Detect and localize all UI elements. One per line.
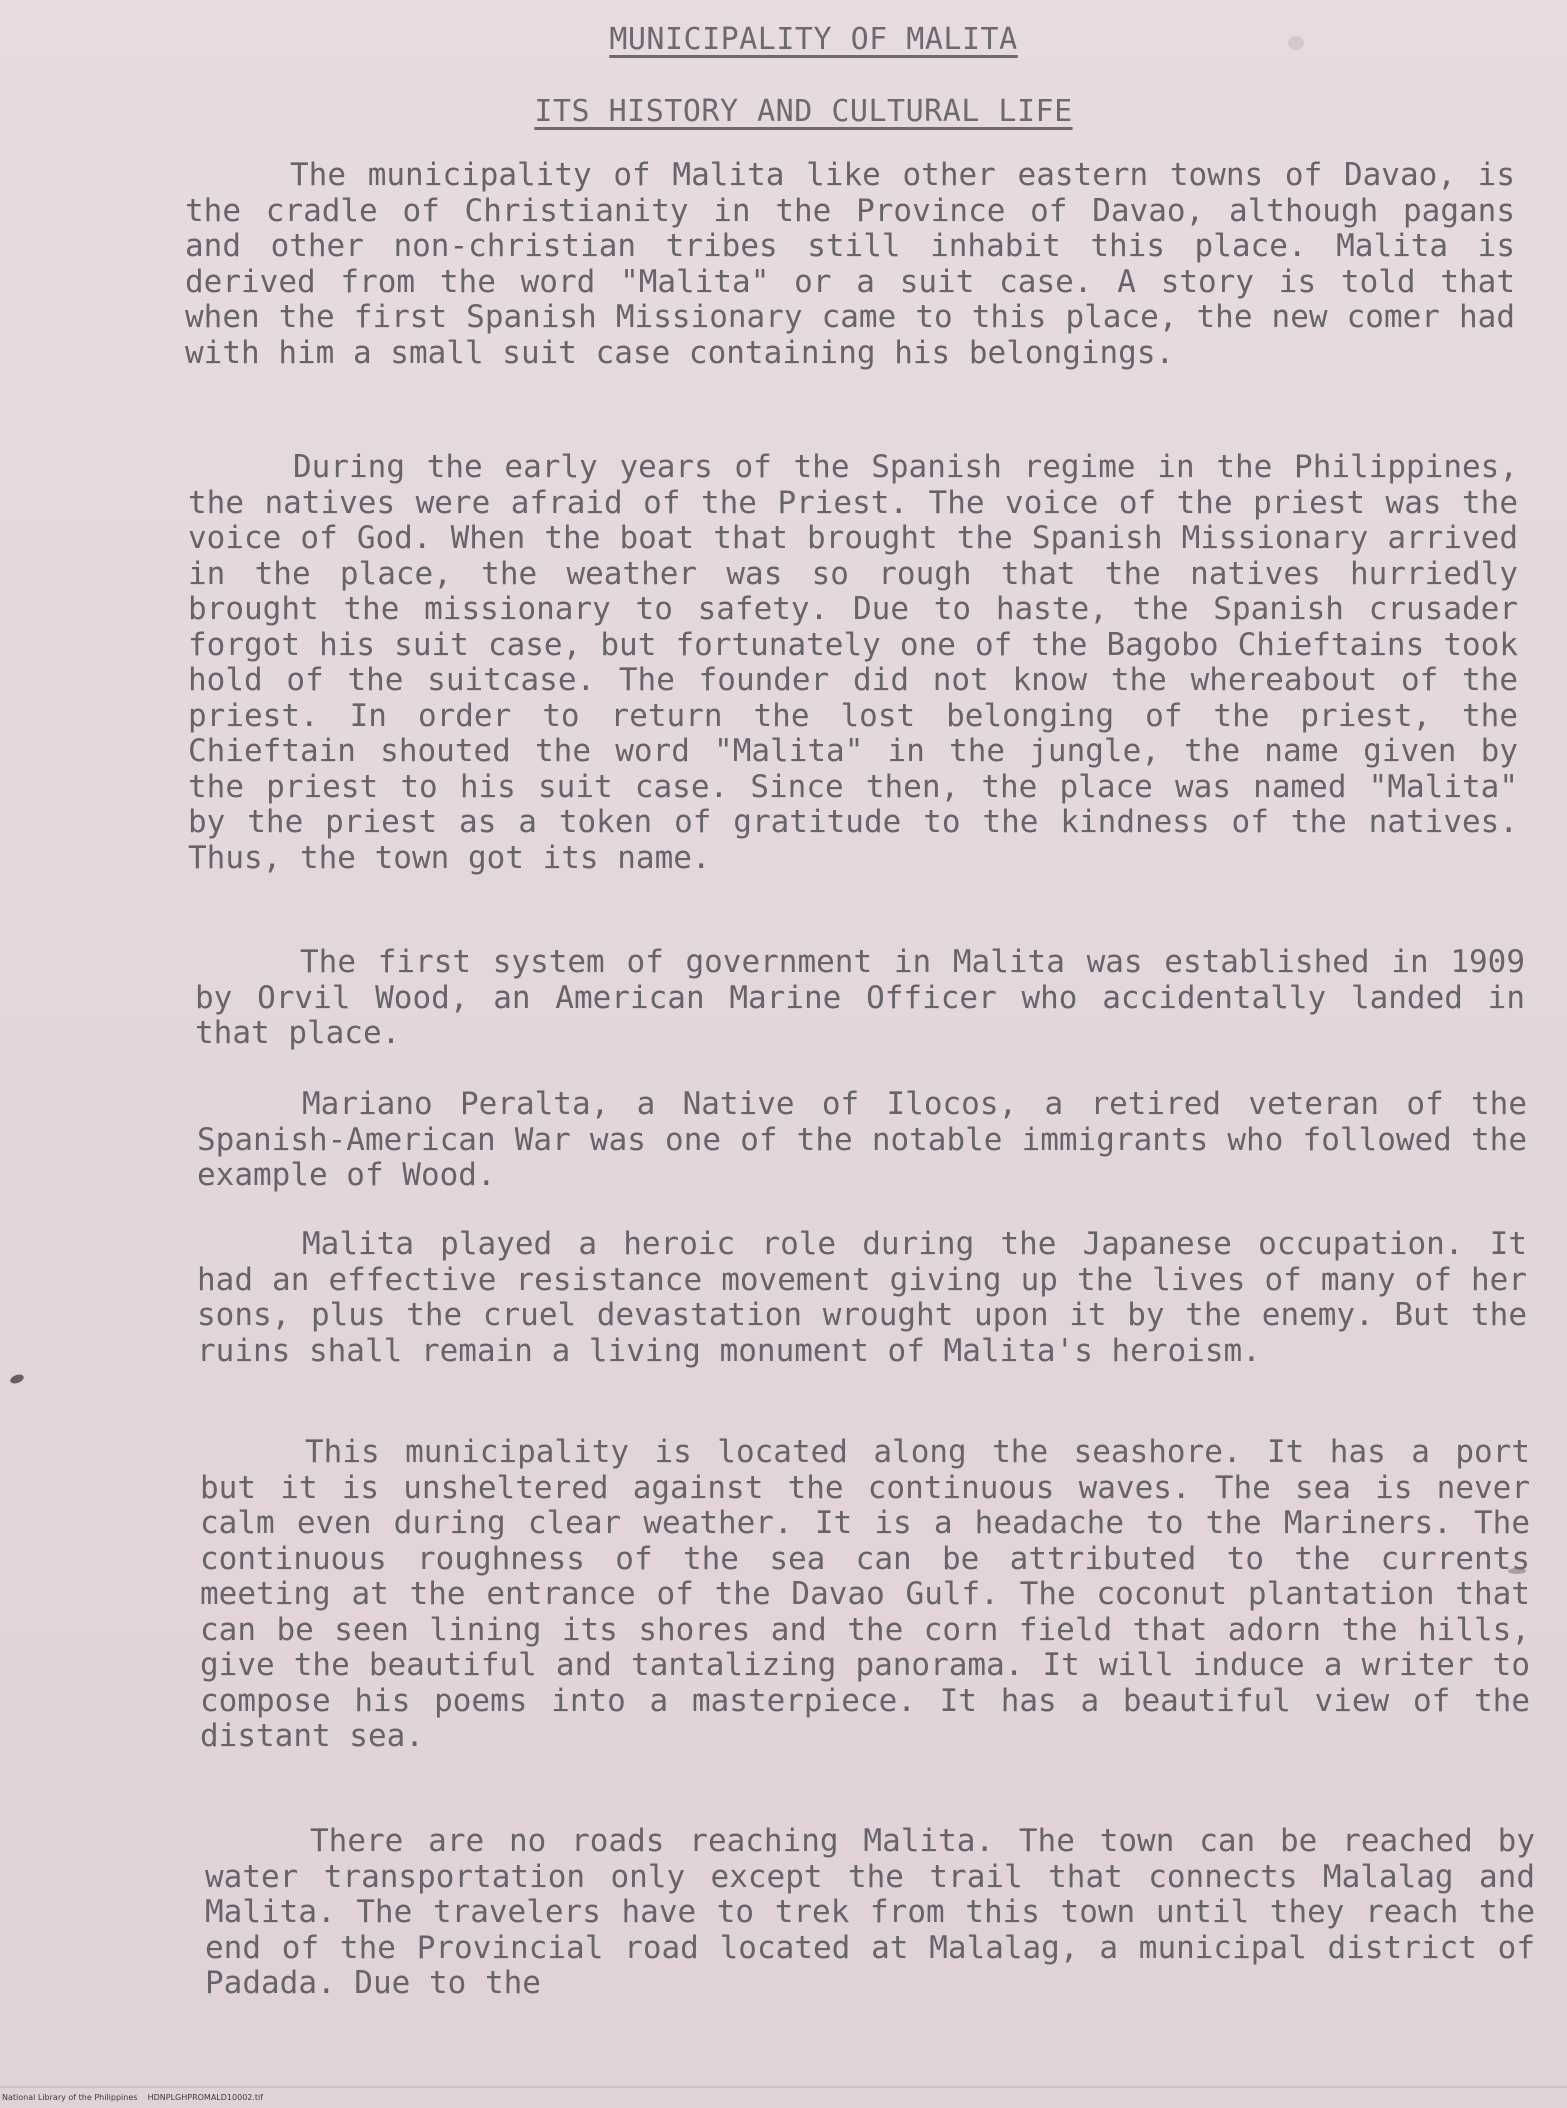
- paragraph-text: During the early years of the Spanish regime in the Philippines, the natives were afraid of the Priest. The voice of the priest was the voice of God. When the boat that brought the Spanish Missionary arrived in the place, the weather was so rough that the natives hurriedly brought the missionary to safety. Due to haste, the Spanish crusader forgot his suit case, but fortunately one of the Bagobo Chieftains took hold of the suitcase. The founder did not know the whereabout of the priest. In order to return the lost belonging of the priest, the Chieftain shouted the word "Malita" in the jungle, the name given by the priest to his suit case. Since then, the place was named "Malita" by the priest as a token of gratitude to the kindness of the natives. Thus, the town got its name.: [188, 449, 1518, 876]
- paragraph: [197, 1227, 1527, 1369]
- ink-smudge: [9, 1373, 25, 1385]
- paragraph: [195, 945, 1525, 1052]
- paragraph-text: The municipality of Malita like other eastern towns of Davao, is the cradle of Christianity in the Province of Davao, although pagans and other non-christian tribes still inhabit this place. Malita is derived from the word "Malita" or a suit case. A story is told that when the first Spanish Missionary came to this place, the new comer had with him a small suit case containing his belongings.: [185, 157, 1515, 371]
- paragraph: [205, 1824, 1535, 2002]
- paragraph-text: This municipality is located along the seashore. It has a port but it is unsheltered against the continuous waves. The sea is never calm even during clear weather. It is a headache to the Mariners. The continuous roughness of the sea can be attributed to the currents meeting at the entrance of the Davao Gulf. The coconut plantation that can be seen lining its shores and the corn field that adorn the hills, give the beautiful and tantalizing panorama. It will induce a writer to compose his poems into a masterpiece. It has a beautiful view of the distant sea.: [200, 1434, 1530, 1754]
- scan-edge-divider: [0, 2086, 1567, 2088]
- paragraph: [185, 158, 1515, 371]
- paragraph: [197, 1087, 1527, 1194]
- paragraph: [188, 450, 1518, 876]
- paragraph: [200, 1435, 1530, 1755]
- paragraph-text: The first system of government in Malita was established in 1909 by Orvil Wood, an American Marine Officer who accidentally landed in that place.: [195, 944, 1525, 1051]
- document-title: MUNICIPALITY OF MALITA: [609, 22, 1018, 57]
- paragraph-text: Mariano Peralta, a Native of Ilocos, a retired veteran of the Spanish-American War was one of the notable immigrants who followed the example of Wood.: [197, 1086, 1527, 1193]
- document-subtitle: ITS HISTORY AND CULTURAL LIFE: [534, 94, 1073, 129]
- paragraph-text: There are no roads reaching Malita. The town can be reached by water transportation only except the trail that connects Malalag and Malita. The travelers have to trek from this town until they reach the end of the Provincial road located at Malalag, a municipal district of Padada. Due to the: [205, 1823, 1535, 2001]
- paragraph-text: Malita played a heroic role during the Japanese occupation. It had an effective resistance movement giving up the lives of many of her sons, plus the cruel devastation wrought upon it by the enemy. But the ruins shall remain a living monument of Malita's heroism.: [197, 1226, 1527, 1369]
- scan-footer-caption: National Library of the Philippines HDNPLGHPROMALD10002.tif: [2, 2093, 264, 2102]
